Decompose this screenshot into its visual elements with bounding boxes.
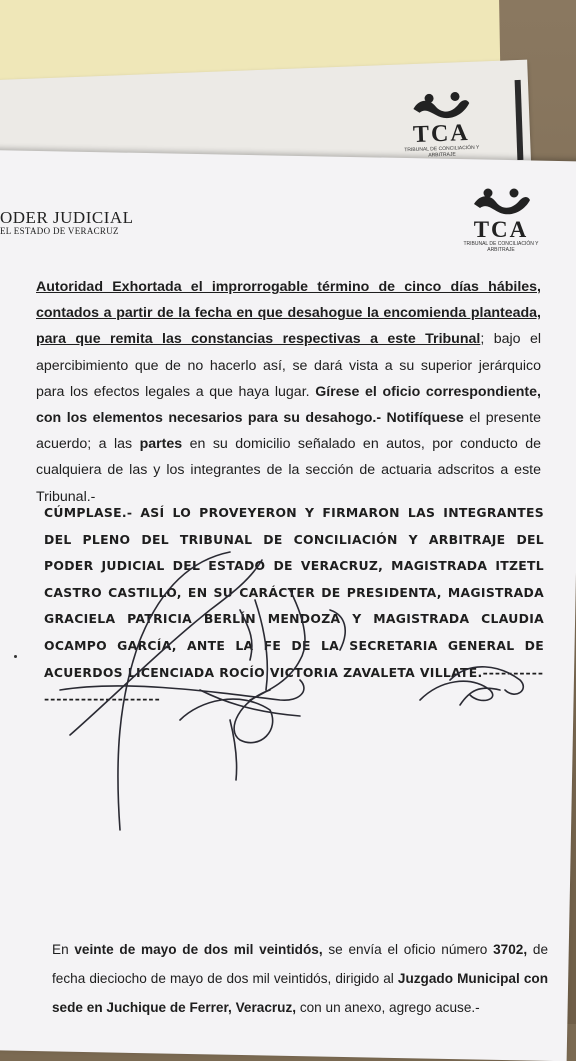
tca-logo-front: [458, 188, 544, 253]
tca-acronym-front: TCA: [473, 217, 529, 242]
tca-emblem-icon: [409, 91, 472, 123]
dash-fill: -----------------------------: [44, 664, 544, 707]
header-line-1: ODER JUDICIAL: [0, 208, 134, 227]
oficio-number: 3702,: [493, 942, 528, 957]
tca-acronym-back: TCA: [412, 120, 471, 148]
poder-judicial-header: [0, 208, 134, 236]
ink-dot: [14, 655, 17, 658]
court-name: Juzgado Municipal con sede en Juchique de Ferrer, Veracruz,: [52, 971, 548, 1015]
tca-logo-back: [395, 90, 487, 159]
text-segment: ; bajo el apercibimiento que de no hacerlo así, se dará vista a su superior jerárquico para los efectos legales a que haya lugar.: [36, 331, 541, 400]
resolution-paragraph: [36, 274, 541, 510]
text-segment: en su domicilio señalado en autos, por conducto de cualquiera de las y los integrantes de la sección de actuaria adscritos a este Tribunal.-: [36, 436, 541, 505]
bold-date: veinte de mayo de dos mil veintidós,: [74, 942, 323, 957]
text-segment: En: [52, 942, 75, 957]
signatories-paragraph: [44, 500, 544, 713]
delivery-note-paragraph: [52, 935, 548, 1022]
tca-subtitle-front: TRIBUNAL DE CONCILIACIÓN Y ARBITRAJE: [463, 241, 539, 253]
underlined-clause: Autoridad Exhortada el improrrogable término de cinco días hábiles, contados a partir de la fecha en que desahogue la encomienda planteada, para que remita las constancias respectivas a este Tribunal: [36, 279, 541, 348]
text-segment: de fecha dieciocho de mayo de dos mil veintidós, dirigido al: [52, 942, 549, 986]
text-segment: con un anexo, agrego acuse.-: [296, 1000, 480, 1015]
caps-text: CÚMPLASE.- ASÍ LO PROVEYERON Y FIRMARON LAS INTEGRANTES DEL PLENO DEL TRIBUNAL DE CONCILIACIÓN Y ARBITRAJE DEL PODER JUDICIAL DEL ESTADO DE VERACRUZ, MAGISTRADA ITZETL CASTRO CASTILLO, EN SU CARÁCTER DE PRESIDENTA, MAGISTRADA GRACIELA PATRICIA BERLÍN MENDOZA Y MAGISTRADA CLAUDIA OCAMPO GARCÍA, ANTE LA FE DE LA SECRETARIA GENERAL DE ACUERDOS LICENCIADA ROCÍO VICTORIA ZAVALETA VILLATE.: [44, 505, 544, 680]
text-segment: el presente acuerdo; a las: [36, 410, 541, 453]
text-segment: se envía el oficio número: [322, 942, 494, 957]
bold-word: partes: [139, 436, 183, 453]
tca-emblem-icon: [470, 188, 532, 218]
bold-clause: Gírese el oficio correspondiente, con los elementos necesarios para su desahogo.- Notifíquese: [36, 383, 541, 427]
header-line-2: EL ESTADO DE VERACRUZ: [0, 226, 119, 236]
tca-subtitle-back: TRIBUNAL DE CONCILIACIÓN Y ARBITRAJE: [404, 144, 480, 159]
